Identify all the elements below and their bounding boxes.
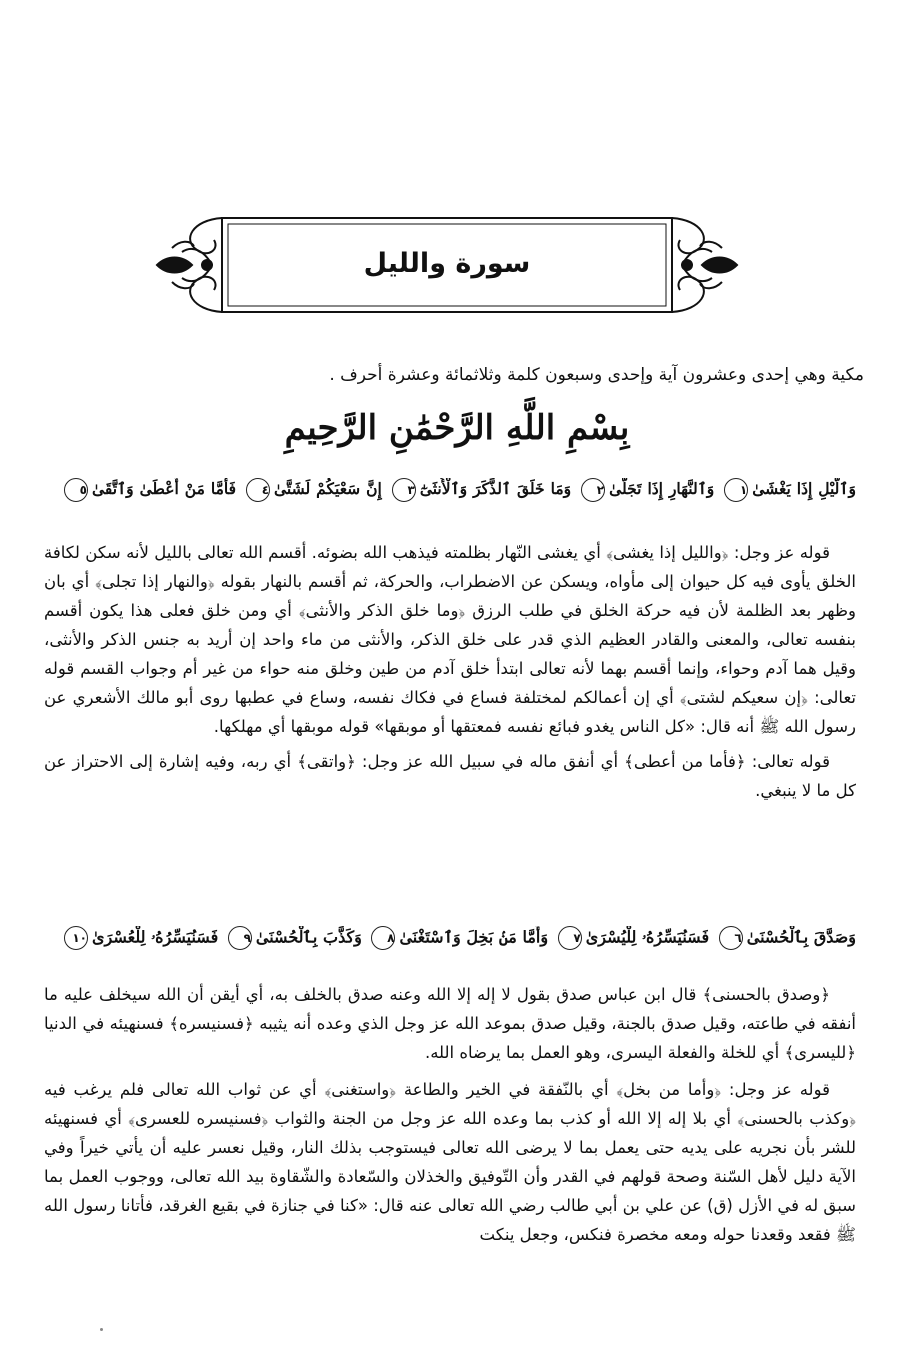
commentary-paragraph: قوله تعالى: ﴿فأما من أعطى﴾ أي أنفق ماله في سبيل الله عز وجل: ﴿واتقى﴾ أي ربه، وفيه إشارة إلى الاحتراز عن كل ما لا ينبغي.: [44, 752, 856, 800]
ayah-text: فَسَنُيَسِّرُهُۥ لِلْيُسْرَىٰ: [585, 927, 710, 947]
ayah-text: فَأَمَّا مَنْ أَعْطَىٰ وَٱتَّقَىٰ: [92, 479, 237, 498]
ayah-text: وَمَا خَلَقَ ٱلذَّكَرَ وَٱلْأُنثَىٰٓ: [419, 479, 572, 498]
page-mark: [100, 1328, 103, 1331]
commentary-paragraph: ﴿وصدق بالحسنى﴾ قال ابن عباس صدق بقول لا إله إلا الله وعنه صدق بالخلف به، أي أيقن أن الله سيخلف عليه ما أنفقه في طاعته، وقيل صدق بالجنة، وقيل صدق بموعد الله عز وجل الذي وعده أنه يثيبه ﴿فسنيسره﴾ فسنهيئه في الدنيا ﴿لليسرى﴾ أي للخلة والفعلة اليسرى، وهو العمل بما يرضاه الله.: [44, 985, 856, 1062]
ayah-number-marker: ١٠: [64, 926, 88, 950]
ayah-number-marker: ٨: [371, 926, 395, 950]
ayah-number-marker: ٤: [246, 478, 270, 502]
commentary-block-2: [44, 980, 856, 1249]
ayah-number-marker: ٧: [558, 926, 582, 950]
ayah-text: وَٱلَّيْلِ إِذَا يَغْشَىٰ: [752, 479, 856, 498]
ayah-text: فَسَنُيَسِّرُهُۥ لِلْعُسْرَىٰ: [92, 927, 219, 947]
commentary-paragraph: قوله عز وجل: ﴿والليل إذا يغشى﴾ أي يغشى النّهار بظلمته فيذهب الله بضوئه. أقسم الله تعالى بالليل لأنه سكن لكافة الخلق يأوى فيه كل حيوان إلى مأواه، ويسكن عن الاضطراب، والحركة، ثم أقسم بالنهار بقوله ﴿والنهار إذا تجلى﴾ أي بان وظهر بعد الظلمة لأن فيه حركة الخلق في طلب الرزق ﴿وما خلق الذكر والأنثى﴾ أي ومن خلق فعلى هذا يكون أقسم بنفسه تعالى، والمعنى والقادر العظيم الذي قدر على خلق الذكر، والأنثى من ماء واحد إن أريد به جنس الذكر والأنثى، وقيل هما آدم وحواء، وإنما أقسم بهما لأنه تعالى ابتدأ خلق آدم من طين وخلق منه حواء من غير أم وجواب القسم قوله تعالى: ﴿إن سعيكم لشتى﴾ أي إن أعمالكم لمختلفة فساع في فكاك نفسه، وساع في عطبها روى أبو مالك الأشعري عن رسول الله ﷺ أنه قال: «كل الناس يغدو فبائع نفسه فمعتقها أو موبقها» قوله موبقها أي مهلكها.: [44, 543, 856, 736]
commentary-paragraph: قوله عز وجل: ﴿وأما من بخل﴾ أي بالنّفقة في الخير والطاعة ﴿واستغنى﴾ أي عن ثواب الله تعالى فلم يرغب فيه ﴿وكذب بالحسنى﴾ أي بلا إله إلا الله أو كذب بما وعده الله عز وجل من الجنة والثواب ﴿فسنيسره للعسرى﴾ أي فسنهيئه للشر بأن نجريه على يديه حتى يعمل بما لا يرضى الله تعالى فيستوجب بذلك النار، وقيل نعسر عليه أن يأتي خيراً وفي الآية دليل لأهل السّنة وصحة قولهم في القدر وأن التّوفيق والخذلان والسّعادة والشّقاوة بيد الله تعالى، ووجوب العمل بما سبق له في الأزل (ق) عن علي بن أبي طالب رضي الله تعالى عنه قال: «كنا في جنازة في بقيع الغرقد، فأتانا رسول الله ﷺ فقعد وقعدنا حوله ومعه مخصرة فنكس، وجعل ينكت: [44, 1080, 856, 1244]
ayah-line-1: [60, 478, 856, 502]
ayah-number-marker: ٦: [719, 926, 743, 950]
commentary-block-1: [44, 538, 856, 805]
surah-title: سورة والليل: [363, 248, 531, 279]
ayah-text: إِنَّ سَعْيَكُمْ لَشَتَّىٰ: [274, 479, 382, 498]
ayah-number-marker: ٥: [64, 478, 88, 502]
ayah-text: وَٱلنَّهَارِ إِذَا تَجَلَّىٰ: [609, 479, 715, 498]
ayah-text: وَأَمَّا مَنۢ بَخِلَ وَٱسْتَغْنَىٰ: [399, 927, 549, 947]
ayah-line-2: [60, 926, 856, 950]
ayah-number-marker: ٢: [581, 478, 605, 502]
surah-title-frame: [152, 210, 742, 320]
ayah-text: وَصَدَّقَ بِٱلْحُسْنَىٰ: [746, 927, 856, 947]
ayah-number-marker: ٣: [392, 478, 416, 502]
ayah-number-marker: ١: [724, 478, 748, 502]
ayah-text: وَكَذَّبَ بِٱلْحُسْنَىٰ: [255, 927, 362, 947]
surah-intro: مكية وهي إحدى وعشرون آية وإحدى وسبعون كلمة وثلاثمائة وعشرة أحرف .: [329, 365, 864, 385]
basmala: بِسْمِ اللَّهِ الرَّحْمَٰنِ الرَّحِيمِ: [284, 408, 630, 448]
ayah-number-marker: ٩: [228, 926, 252, 950]
